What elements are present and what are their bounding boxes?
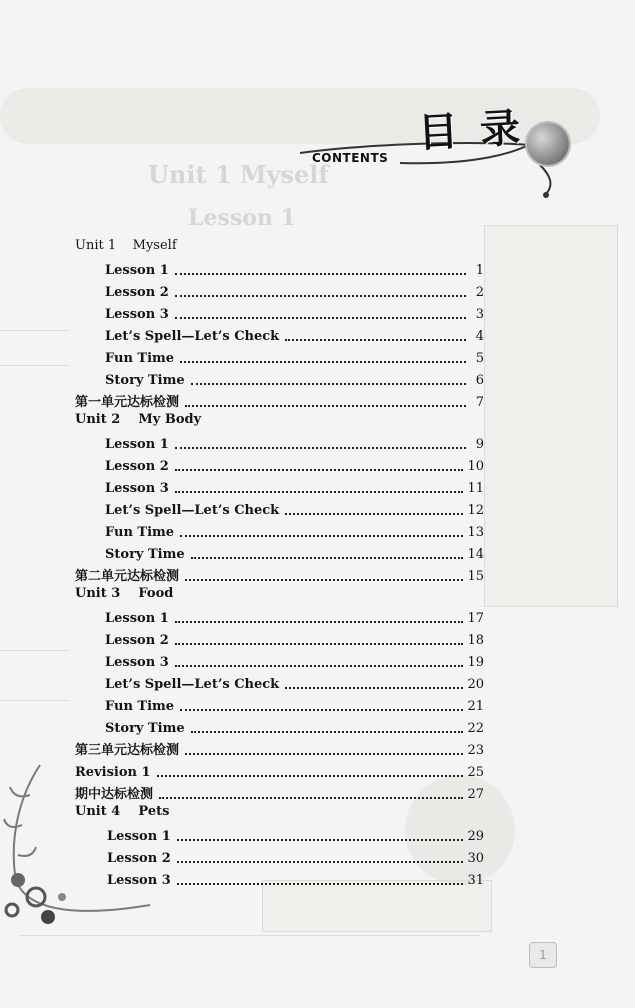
- toc-entry[interactable]: [107, 845, 484, 867]
- toc-entry-label: 第三单元达标检测: [75, 743, 180, 758]
- toc-entry-label: Lesson 1: [105, 263, 169, 278]
- toc-page-number: 23: [467, 743, 484, 758]
- unit-heading: Unit 2 My Body: [75, 412, 202, 427]
- toc-entry-label: Fun Time: [105, 699, 175, 714]
- toc-page-number: 27: [467, 787, 484, 802]
- toc-leader-dots: [175, 294, 466, 297]
- background-watermark-lesson: Lesson 1: [188, 205, 296, 231]
- toc-page-number: 1: [475, 263, 484, 278]
- toc-entry-label: Fun Time: [105, 351, 175, 366]
- toc-page-number: 30: [467, 851, 484, 866]
- toc-entry[interactable]: [105, 345, 484, 367]
- toc-entry-label: 期中达标检测: [75, 787, 154, 802]
- toc-leader-dots: [159, 796, 463, 799]
- toc-page-number: 9: [475, 437, 484, 452]
- toc-leader-dots: [175, 490, 464, 493]
- background-rule: [0, 650, 70, 651]
- background-rule: [0, 700, 70, 701]
- background-watermark-unit: Unit 1 Myself: [148, 160, 329, 189]
- toc-entry[interactable]: [105, 497, 484, 519]
- toc-page-number: 11: [467, 481, 484, 496]
- toc-entry[interactable]: [105, 431, 484, 453]
- toc-leader-dots: [175, 664, 464, 667]
- toc-entry-label: Revision 1: [75, 765, 151, 780]
- toc-entry-label: Let’s Spell—Let’s Check: [105, 329, 280, 344]
- toc-entry[interactable]: [105, 519, 484, 541]
- toc-entry[interactable]: [105, 323, 484, 345]
- toc-entry-label: Let’s Spell—Let’s Check: [105, 503, 280, 518]
- unit-heading: Unit 1 Myself: [75, 238, 177, 253]
- toc-entry-midterm[interactable]: [75, 781, 484, 803]
- background-side-panel: [484, 225, 618, 607]
- toc-entry-revision[interactable]: [75, 759, 484, 781]
- toc-page-number: 10: [467, 459, 484, 474]
- toc-page-number: 25: [467, 765, 484, 780]
- toc-page-number: 29: [467, 829, 484, 844]
- toc-leader-dots: [157, 774, 464, 777]
- header-ball-icon: [527, 123, 569, 165]
- toc-entry-label: Lesson 3: [105, 655, 169, 670]
- toc-page-number: 15: [467, 569, 484, 584]
- toc-page-number: 18: [467, 633, 484, 648]
- toc-entry[interactable]: [105, 649, 484, 671]
- toc-entry[interactable]: [105, 367, 484, 389]
- page-title: 目 录: [417, 105, 526, 157]
- unit-heading: Unit 4 Pets: [75, 804, 170, 819]
- toc-entry[interactable]: [105, 605, 484, 627]
- background-rule: [20, 935, 480, 936]
- toc-page-number: 22: [467, 721, 484, 736]
- toc-page-number: 21: [467, 699, 484, 714]
- toc-entry[interactable]: [105, 475, 484, 497]
- toc-entry[interactable]: [105, 453, 484, 475]
- contents-header: [300, 95, 590, 205]
- toc-page-number: 6: [475, 373, 484, 388]
- toc-entry-label: Lesson 3: [105, 307, 169, 322]
- toc-entry[interactable]: [105, 257, 484, 279]
- toc-entry-label: 第一单元达标检测: [75, 395, 180, 410]
- page-subtitle: CONTENTS: [312, 151, 389, 165]
- toc-entry-label: Lesson 1: [107, 829, 171, 844]
- toc-leader-dots: [180, 708, 463, 711]
- unit-heading: Unit 3 Food: [75, 586, 174, 601]
- toc-entry[interactable]: [105, 715, 484, 737]
- toc-entry-unit-test[interactable]: [75, 563, 484, 585]
- toc-entry-unit-test[interactable]: [75, 389, 484, 411]
- toc-entry-label: 第二单元达标检测: [75, 569, 180, 584]
- toc-leader-dots: [185, 404, 466, 407]
- toc-page-number: 13: [467, 525, 484, 540]
- toc-page-number: 12: [467, 503, 484, 518]
- page-number-badge: 1: [529, 942, 557, 968]
- toc-page-number: 4: [475, 329, 484, 344]
- toc-leader-dots: [175, 272, 466, 275]
- toc-entry-label: Lesson 2: [105, 285, 169, 300]
- toc-entry-label: Lesson 1: [105, 437, 169, 452]
- toc-entry[interactable]: [107, 867, 484, 889]
- toc-leader-dots: [177, 860, 464, 863]
- toc-entry-label: Lesson 2: [107, 851, 171, 866]
- toc-leader-dots: [177, 882, 464, 885]
- toc-entry-label: Let’s Spell—Let’s Check: [105, 677, 280, 692]
- toc-entry[interactable]: [105, 279, 484, 301]
- toc-page-number: 3: [475, 307, 484, 322]
- toc-leader-dots: [175, 642, 464, 645]
- toc-leader-dots: [185, 578, 463, 581]
- toc-leader-dots: [175, 316, 466, 319]
- background-rule: [0, 330, 70, 331]
- toc-entry[interactable]: [105, 693, 484, 715]
- toc-page-number: 17: [467, 611, 484, 626]
- toc-entry[interactable]: [105, 541, 484, 563]
- toc-leader-dots: [285, 686, 463, 689]
- toc-leader-dots: [191, 382, 466, 385]
- toc-leader-dots: [191, 730, 464, 733]
- toc-entry-label: Story Time: [105, 547, 185, 562]
- toc-page-number: 20: [467, 677, 484, 692]
- toc-leader-dots: [180, 534, 463, 537]
- toc-entry-label: Lesson 2: [105, 459, 169, 474]
- toc-page-number: 14: [467, 547, 484, 562]
- toc-leader-dots: [175, 620, 464, 623]
- toc-entry-label: Story Time: [105, 373, 185, 388]
- toc-entry-label: Lesson 3: [105, 481, 169, 496]
- toc-leader-dots: [185, 752, 463, 755]
- toc-page-number: 2: [475, 285, 484, 300]
- toc-entry[interactable]: [105, 627, 484, 649]
- toc-entry-unit-test[interactable]: [75, 737, 484, 759]
- toc-leader-dots: [285, 512, 463, 515]
- toc-entry[interactable]: [107, 823, 484, 845]
- toc-page-number: 31: [467, 873, 484, 888]
- toc-entry-label: Lesson 2: [105, 633, 169, 648]
- toc-leader-dots: [177, 838, 464, 841]
- background-rule: [0, 365, 70, 366]
- toc-leader-dots: [285, 338, 466, 341]
- toc-leader-dots: [175, 446, 466, 449]
- toc-entry-label: Lesson 1: [105, 611, 169, 626]
- toc-entry-label: Fun Time: [105, 525, 175, 540]
- toc-page-number: 19: [467, 655, 484, 670]
- toc-entry[interactable]: [105, 301, 484, 323]
- toc-page-number: 5: [475, 351, 484, 366]
- toc-page-number: 7: [475, 395, 484, 410]
- toc-leader-dots: [180, 360, 466, 363]
- toc-leader-dots: [191, 556, 464, 559]
- toc-entry-label: Story Time: [105, 721, 185, 736]
- toc-leader-dots: [175, 468, 464, 471]
- toc-entry-label: Lesson 3: [107, 873, 171, 888]
- toc-entry[interactable]: [105, 671, 484, 693]
